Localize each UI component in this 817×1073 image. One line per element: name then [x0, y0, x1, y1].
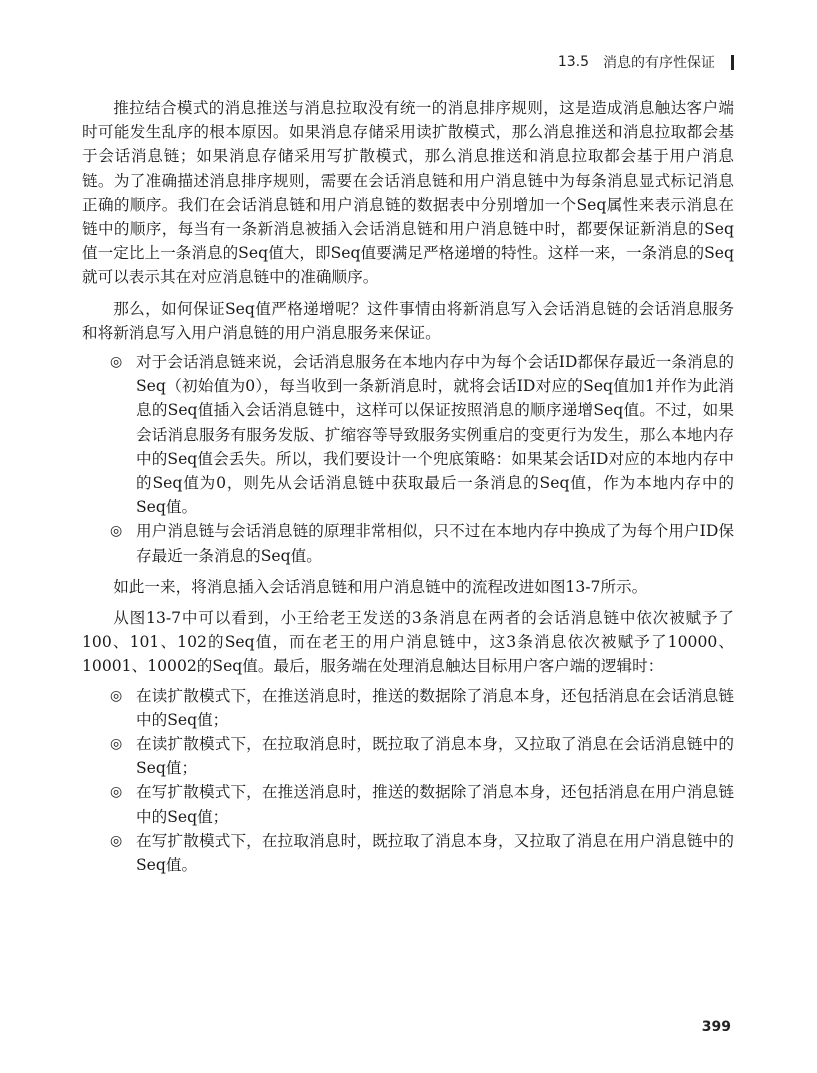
page-body: [82, 96, 734, 884]
list-item: [82, 519, 734, 567]
list-item: [82, 732, 734, 780]
running-header: [558, 52, 734, 72]
paragraph-3: 如此一来，将消息插入会话消息链和用户消息链中的流程改进如图13-7所示。: [113, 577, 648, 596]
header-bar: [731, 55, 734, 70]
section-number: 13.5: [557, 54, 589, 70]
bullet-icon: ◎: [110, 354, 123, 371]
list-item: [82, 684, 734, 732]
page-number: 399: [701, 1019, 731, 1035]
bullet-icon: ◎: [110, 523, 123, 540]
list-item: [82, 829, 734, 877]
paragraph-1: 推拉结合模式的消息推送与消息拉取没有统一的消息排序规则，这是造成消息触达客户端时可能发生乱序的根本原因。如果消息存储采用读扩散模式，那么消息推送和消息拉取都会基于会话消息链；如果消息存储采用写扩散模式，那么消息推送和消息拉取都会基于用户消息链。为了准确描述消息排序规则，需要在会话消息链和用户消息链中为每条消息显式标记消息正确的顺序。我们在会话消息链和用户消息链的数据表中分别增加一个Seq属性来表示消息在链中的顺序，每当有一条新消息被插入会话消息链和用户消息链中时，都要保证新消息的Seq值一定比上一条消息的Seq值大，即Seq值要满足严格递增的特性。这样一来，一条消息的Seq就可以表示其在对应消息链中的准确顺序。: [82, 99, 734, 287]
bullet-icon: ◎: [110, 784, 123, 801]
list-item: [82, 780, 734, 828]
list-item-text: 在写扩散模式下，在拉取消息时，既拉取了消息本身，又拉取了消息在用户消息链中的Seq值。: [136, 831, 734, 875]
bullet-icon: ◎: [110, 832, 123, 849]
bullet-list-1: [82, 350, 734, 568]
list-item-text: 在读扩散模式下，在拉取消息时，既拉取了消息本身，又拉取了消息在会话消息链中的Seq值；: [136, 735, 734, 778]
list-item-text: 对于会话消息链来说，会话消息服务在本地内存中为每个会话ID都保存最近一条消息的Seq（初始值为0），每当收到一条新消息时，就将会话ID对应的Seq值加1并作为此消息的Seq值插入会话消息链中，这样可以保证按照消息的顺序递增Seq值。不过，如果会话消息服务有服务发版、扩缩容等导致服务实例重启的变更行为发生，那么本地内存中的Seq值会丢失。所以，我们要设计一个兜底策略：如果某会话ID对应的本地内存中的Seq值为0，则先从会话消息链中获取最后一条消息的Seq值，作为本地内存中的Seq值。: [136, 353, 734, 517]
list-item-text: 在读扩散模式下，在推送消息时，推送的数据除了消息本身，还包括消息在会话消息链中的Seq值；: [136, 686, 734, 729]
list-item: [82, 350, 734, 519]
list-item-text: 在写扩散模式下，在推送消息时，推送的数据除了消息本身，还包括消息在用户消息链中的Seq值；: [136, 783, 734, 826]
paragraph-4: 从图13-7中可以看到，小王给老王发送的3条消息在两者的会话消息链中依次被赋予了100、101、102的Seq值，而在老王的用户消息链中，这3条消息依次被赋予了10000、10001、10002的Seq值。最后，服务端在处理消息触达目标用户客户端的逻辑时：: [82, 609, 734, 676]
list-item-text: 用户消息链与会话消息链的原理非常相似，只不过在本地内存中换成了为每个用户ID保存最近一条消息的Seq值。: [136, 522, 734, 565]
bullet-list-2: [82, 684, 734, 878]
bullet-icon: ◎: [110, 687, 123, 704]
section-title: 消息的有序性保证: [603, 55, 715, 71]
bullet-icon: ◎: [110, 736, 123, 753]
paragraph-2: 那么，如何保证Seq值严格递增呢？这件事情由将新消息写入会话消息链的会话消息服务和将新消息写入用户消息链的用户消息服务来保证。: [82, 299, 734, 342]
